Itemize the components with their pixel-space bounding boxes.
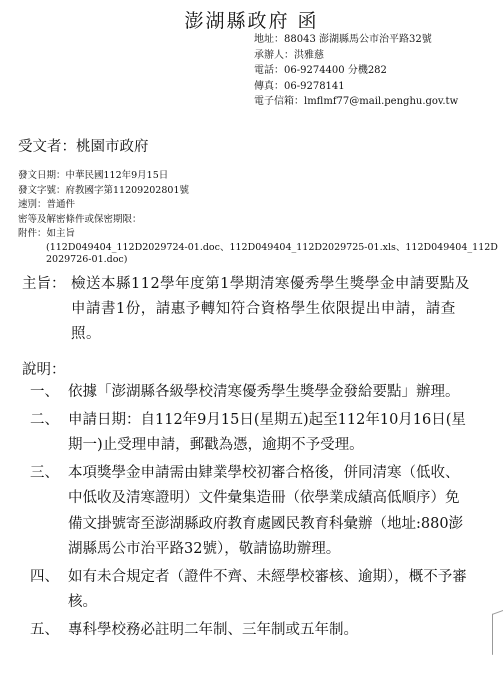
recipient: 受文者：桃園市政府 [18,139,149,155]
explanation-item [30,618,470,644]
sender-address: 地址：88043 澎湖縣馬公市治平路32號 [254,34,432,45]
subject-section [22,272,482,347]
item-text: 專科學校務必註明二年制、三年制或五年制。 [68,621,358,638]
delivery-speed: 速別：普通件 [18,199,76,210]
document-meta [18,169,498,266]
item-number: 四、 [30,568,59,585]
explanation-item [30,380,470,406]
item-number: 二、 [30,411,59,428]
item-number: 五、 [30,621,59,638]
sender-email: 電子信箱：lmflmf77@mail.penghu.gov.tw [254,96,459,107]
item-text: 申請日期：自112年9月15日(星期五)起至112年10月16日(星期一)止受理申請，郵戳為憑，逾期不予受理。 [68,411,466,453]
explanation-item [30,565,470,616]
explanation-item [30,408,470,459]
sender-phone: 電話：06-9274400 分機282 [254,65,387,76]
item-text: 依據「澎湖縣各級學校清寒優秀學生獎學金發給要點」辦理。 [68,384,460,400]
document-number: 發文字號：府教國字第11209202801號 [18,184,189,196]
explanation-label: 說明： [22,362,66,378]
document-title: 澎湖縣政府 函 [184,10,319,32]
sender-handler: 承辦人：洪雅慈 [254,49,324,61]
subject-label: 主旨： [22,276,66,292]
scan-edge-mark [492,610,503,655]
attachment-label: 附件：如主旨 [18,228,76,239]
issue-date: 發文日期：中華民國112年9月15日 [18,170,169,181]
subject-text: 檢送本縣112學年度第1學期清寒優秀學生獎學金申請要點及申請書1份，請惠予轉知符合資格學生依限提出申請，請查照。 [71,276,470,342]
item-text: 本項獎學金申請需由肄業學校初審合格後，併同清寒（低收、中低收及清寒證明）文件彙集造冊（依學業成績高低順序）免備文掛號寄至澎湖縣政府教育處國民教育科彙辦（地址:880澎湖縣馬公市治平路32號），敬請協助辦理。 [68,464,464,557]
sender-fax: 傳真：06-9278141 [254,80,345,92]
explanation-list [30,380,470,645]
sender-info [254,32,499,110]
item-text: 如有未合規定者（證件不齊、未經學校審核、逾期），概不予審核。 [68,568,467,610]
item-number: 三、 [30,464,59,481]
explanation-item [30,461,470,563]
security-level: 密等及解密條件或保密期限： [18,213,142,225]
item-number: 一、 [30,384,59,400]
attachment-files: (112D049404_112D2029724-01.doc、112D049404_112D2029725-01.xls、112D049404_112D2029726-01.doc) [46,241,498,265]
